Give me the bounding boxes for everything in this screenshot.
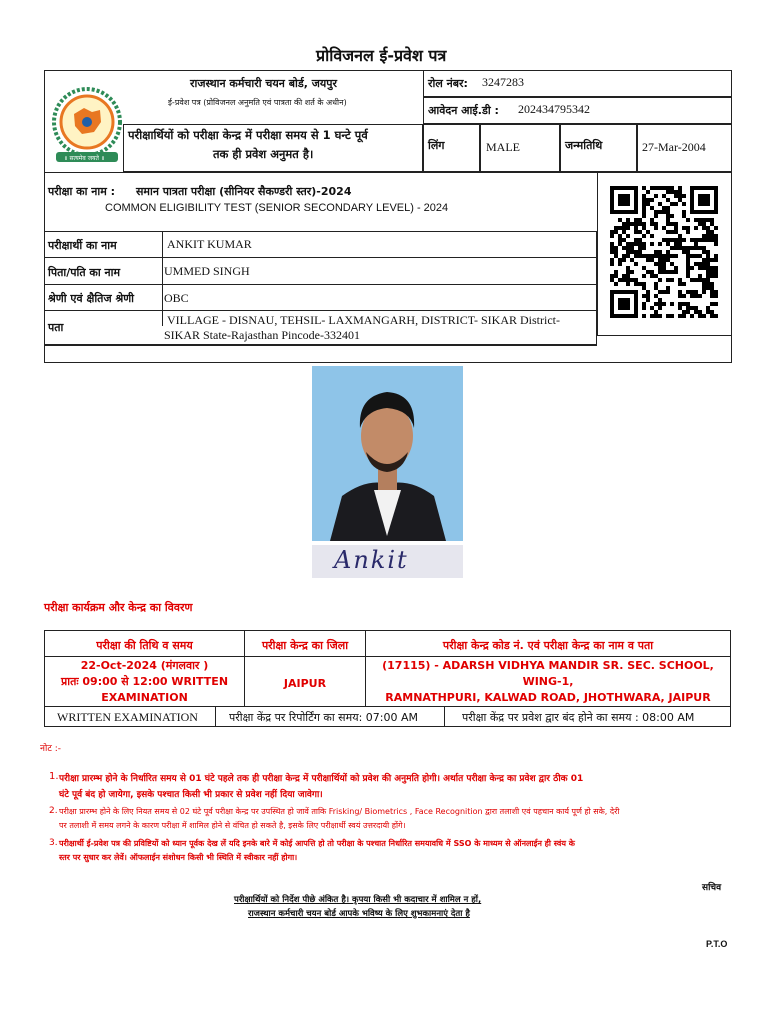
schedule-table [44, 630, 731, 707]
schedule-center-cell [366, 657, 731, 707]
schedule-date-line3: EXAMINATION [101, 690, 188, 704]
note-2-line2: पर तलाशी में समय लगने के कारण परीक्षा में शामिल होने से वंचित हो सकते है, इसके लिए परीक्षार्थी स्वयं उत्तरदायी होंगे। [59, 821, 406, 830]
schedule-date-line2: प्रातः 09:00 से 12:00 WRITTEN [60, 674, 229, 688]
schedule-header-date [45, 631, 245, 657]
schedule-section-title: परीक्षा कार्यक्रम और केन्द्र का विवरण [44, 601, 193, 614]
board-name: राजस्थान कर्मचारी चयन बोर्ड, जयपुर [190, 77, 338, 90]
note-1-num: 1. [49, 771, 59, 782]
logo-ribbon-text: ॥ सत्यमेव जयते ॥ [64, 155, 105, 162]
schedule-date-line1: 22-Oct-2024 (मंगलवार ) [80, 658, 209, 672]
schedule-header-district-text: परीक्षा केन्द्र का जिला [261, 639, 349, 652]
note-3-line1: परीक्षार्थी ई-प्रवेश पत्र की प्रविष्टियों को ध्यान पूर्वक देख लें यदि इनके बारे में कोई आपत्ति हो तो परीक्षा के पश्चात निर्धारित समयावधि में SSO के माध्यम से ऑनलाईन ही स्वंय के [59, 839, 575, 848]
name-label: परीक्षार्थी का नाम [48, 239, 117, 252]
note-3-line2: स्तर पर सुधार कर लेवें। ऑफलाईन संशोधन किसी भी स्थिति में स्वीकार नहीं होगा। [59, 853, 298, 862]
gender-label: लिंग [428, 139, 445, 152]
entry-notice-line2: तक ही प्रवेश अनुमत है। [213, 147, 314, 161]
note-3-num: 3. [49, 838, 58, 848]
document-title: प्रोविजनल ई-प्रवेश पत्र [316, 46, 447, 65]
dob-value: 27-Mar-2004 [642, 140, 706, 154]
entry-notice-line1: परीक्षार्थियों को परीक्षा केन्द्र में परीक्षा समय से 1 घन्टे पूर्व [128, 128, 368, 142]
application-label: आवेदन आई.डी : [428, 104, 499, 117]
pto-label: P.T.O [706, 939, 728, 949]
exam-type-divider-1 [215, 706, 216, 727]
notes-heading: नोट :- [40, 744, 62, 754]
schedule-header-center [366, 631, 731, 657]
exam-name-english: COMMON ELIGIBILITY TEST (SENIOR SECONDARY LEVEL) - 2024 [105, 202, 449, 214]
exam-name-hindi: समान पात्रता परीक्षा (सीनियर सैकण्डरी स्तर)-2024 [136, 185, 352, 198]
category-value: OBC [164, 291, 189, 305]
name-value: ANKIT KUMAR [167, 237, 252, 251]
gender-value: MALE [486, 140, 520, 154]
board-logo [46, 82, 128, 170]
qr-code-icon [610, 186, 720, 320]
exam-label: परीक्षा का नाम : [48, 185, 116, 198]
schedule-center-line2: RAMNATHPURI, KALWAD ROAD, JHOTHWARA, JAIPUR [385, 690, 711, 704]
schedule-district: JAIPUR [283, 677, 327, 690]
category-label: श्रेणी एवं क्षैतिज श्रेणी [48, 292, 135, 305]
address-line2: SIKAR State-Rajasthan Pincode-332401 [164, 328, 360, 342]
application-value: 202434795342 [518, 102, 590, 116]
schedule-center-line1: (17115) - ADARSH VIDHYA MANDIR SR. SEC. SCHOOL, WING-1, [382, 658, 714, 688]
exam-type-divider-2 [444, 706, 445, 727]
dob-label: जन्मतिथि [565, 139, 603, 152]
address-label: पता [48, 321, 64, 334]
board-subtitle: ई-प्रवेश पत्र (प्रोविजनल अनुमति एवं पात्रता की शर्त के अधीन) [168, 98, 347, 107]
signature-box [312, 545, 463, 578]
father-value: UMMED SINGH [164, 264, 250, 278]
address-line1: VILLAGE - DISNAU, TEHSIL- LAXMANGARH, DISTRICT- SIKAR District- [167, 313, 560, 327]
person-photo-icon [312, 366, 463, 541]
footer-line1-text: परीक्षार्थियों को निर्देश पीछे अंकित है। कृपया किसी भी कदाचार में शामिल न हों, [234, 895, 482, 905]
footer-line2 [248, 908, 470, 919]
father-label: पिता/पति का नाम [48, 266, 121, 279]
note-2-num: 2. [49, 806, 58, 816]
reporting-time: परीक्षा केंद्र पर रिपोर्टिंग का समय: 07:00 AM [229, 711, 418, 724]
details-col-divider [162, 231, 163, 326]
secretary-label: सचिव [702, 883, 722, 893]
footer-line2-text: राजस्थान कर्मचारी चयन बोर्ड आपके भविष्य के लिए शुभकामनाएं देता है [248, 909, 470, 919]
roll-row [423, 70, 732, 97]
candidate-photo [312, 366, 463, 541]
gate-close-time: परीक्षा केंद्र पर प्रवेश द्वार बंद होने का समय : 08:00 AM [462, 711, 695, 724]
note-1-line1: परीक्षा प्रारम्भ होने के निर्धारित समय से 01 घंटे पहले तक ही परीक्षा केन्द्र में परीक्षार्थियों को प्रवेश की अनुमति होगी। अर्थात परीक्षा केन्द्र का प्रवेश द्वार ठीक 01 [59, 774, 584, 784]
footer-line1 [234, 894, 481, 905]
schedule-header-center-text: परीक्षा केन्द्र कोड नं. एवं परीक्षा केन्द्र का नाम व पता [442, 639, 654, 652]
details-row-divider-4 [44, 345, 597, 346]
details-row-divider-3 [44, 310, 597, 311]
schedule-header-date-text: परीक्षा की तिथि व समय [96, 639, 193, 652]
note-1-line2: घंटे पूर्व बंद हो जायेगा, इसके पश्चात किसी भी प्रकार से प्रवेश नहीं दिया जावेगा। [59, 790, 323, 800]
roll-label: रोल नंबर: [428, 77, 468, 90]
schedule-district-cell [245, 657, 366, 707]
note-2-line1: परीक्षा प्रारम्भ होने के लिए नियत समय से 02 घंटे पूर्व परीक्षा केन्द्र पर उपस्थित हो जावें ताकि Frisking/ Biometrics , Face Recognition द्वारा तलाशी एवं पहचान कार्य पूर्ण हो सके, देरी [59, 807, 620, 816]
schedule-date-cell [45, 657, 245, 707]
details-row-divider-1 [44, 257, 597, 258]
schedule-header-district [245, 631, 366, 657]
signature-text: Ankit [334, 546, 409, 574]
qr-code [610, 186, 720, 320]
exam-type: WRITTEN EXAMINATION [57, 710, 198, 724]
roll-value: 3247283 [482, 75, 524, 89]
details-row-divider-2 [44, 284, 597, 285]
